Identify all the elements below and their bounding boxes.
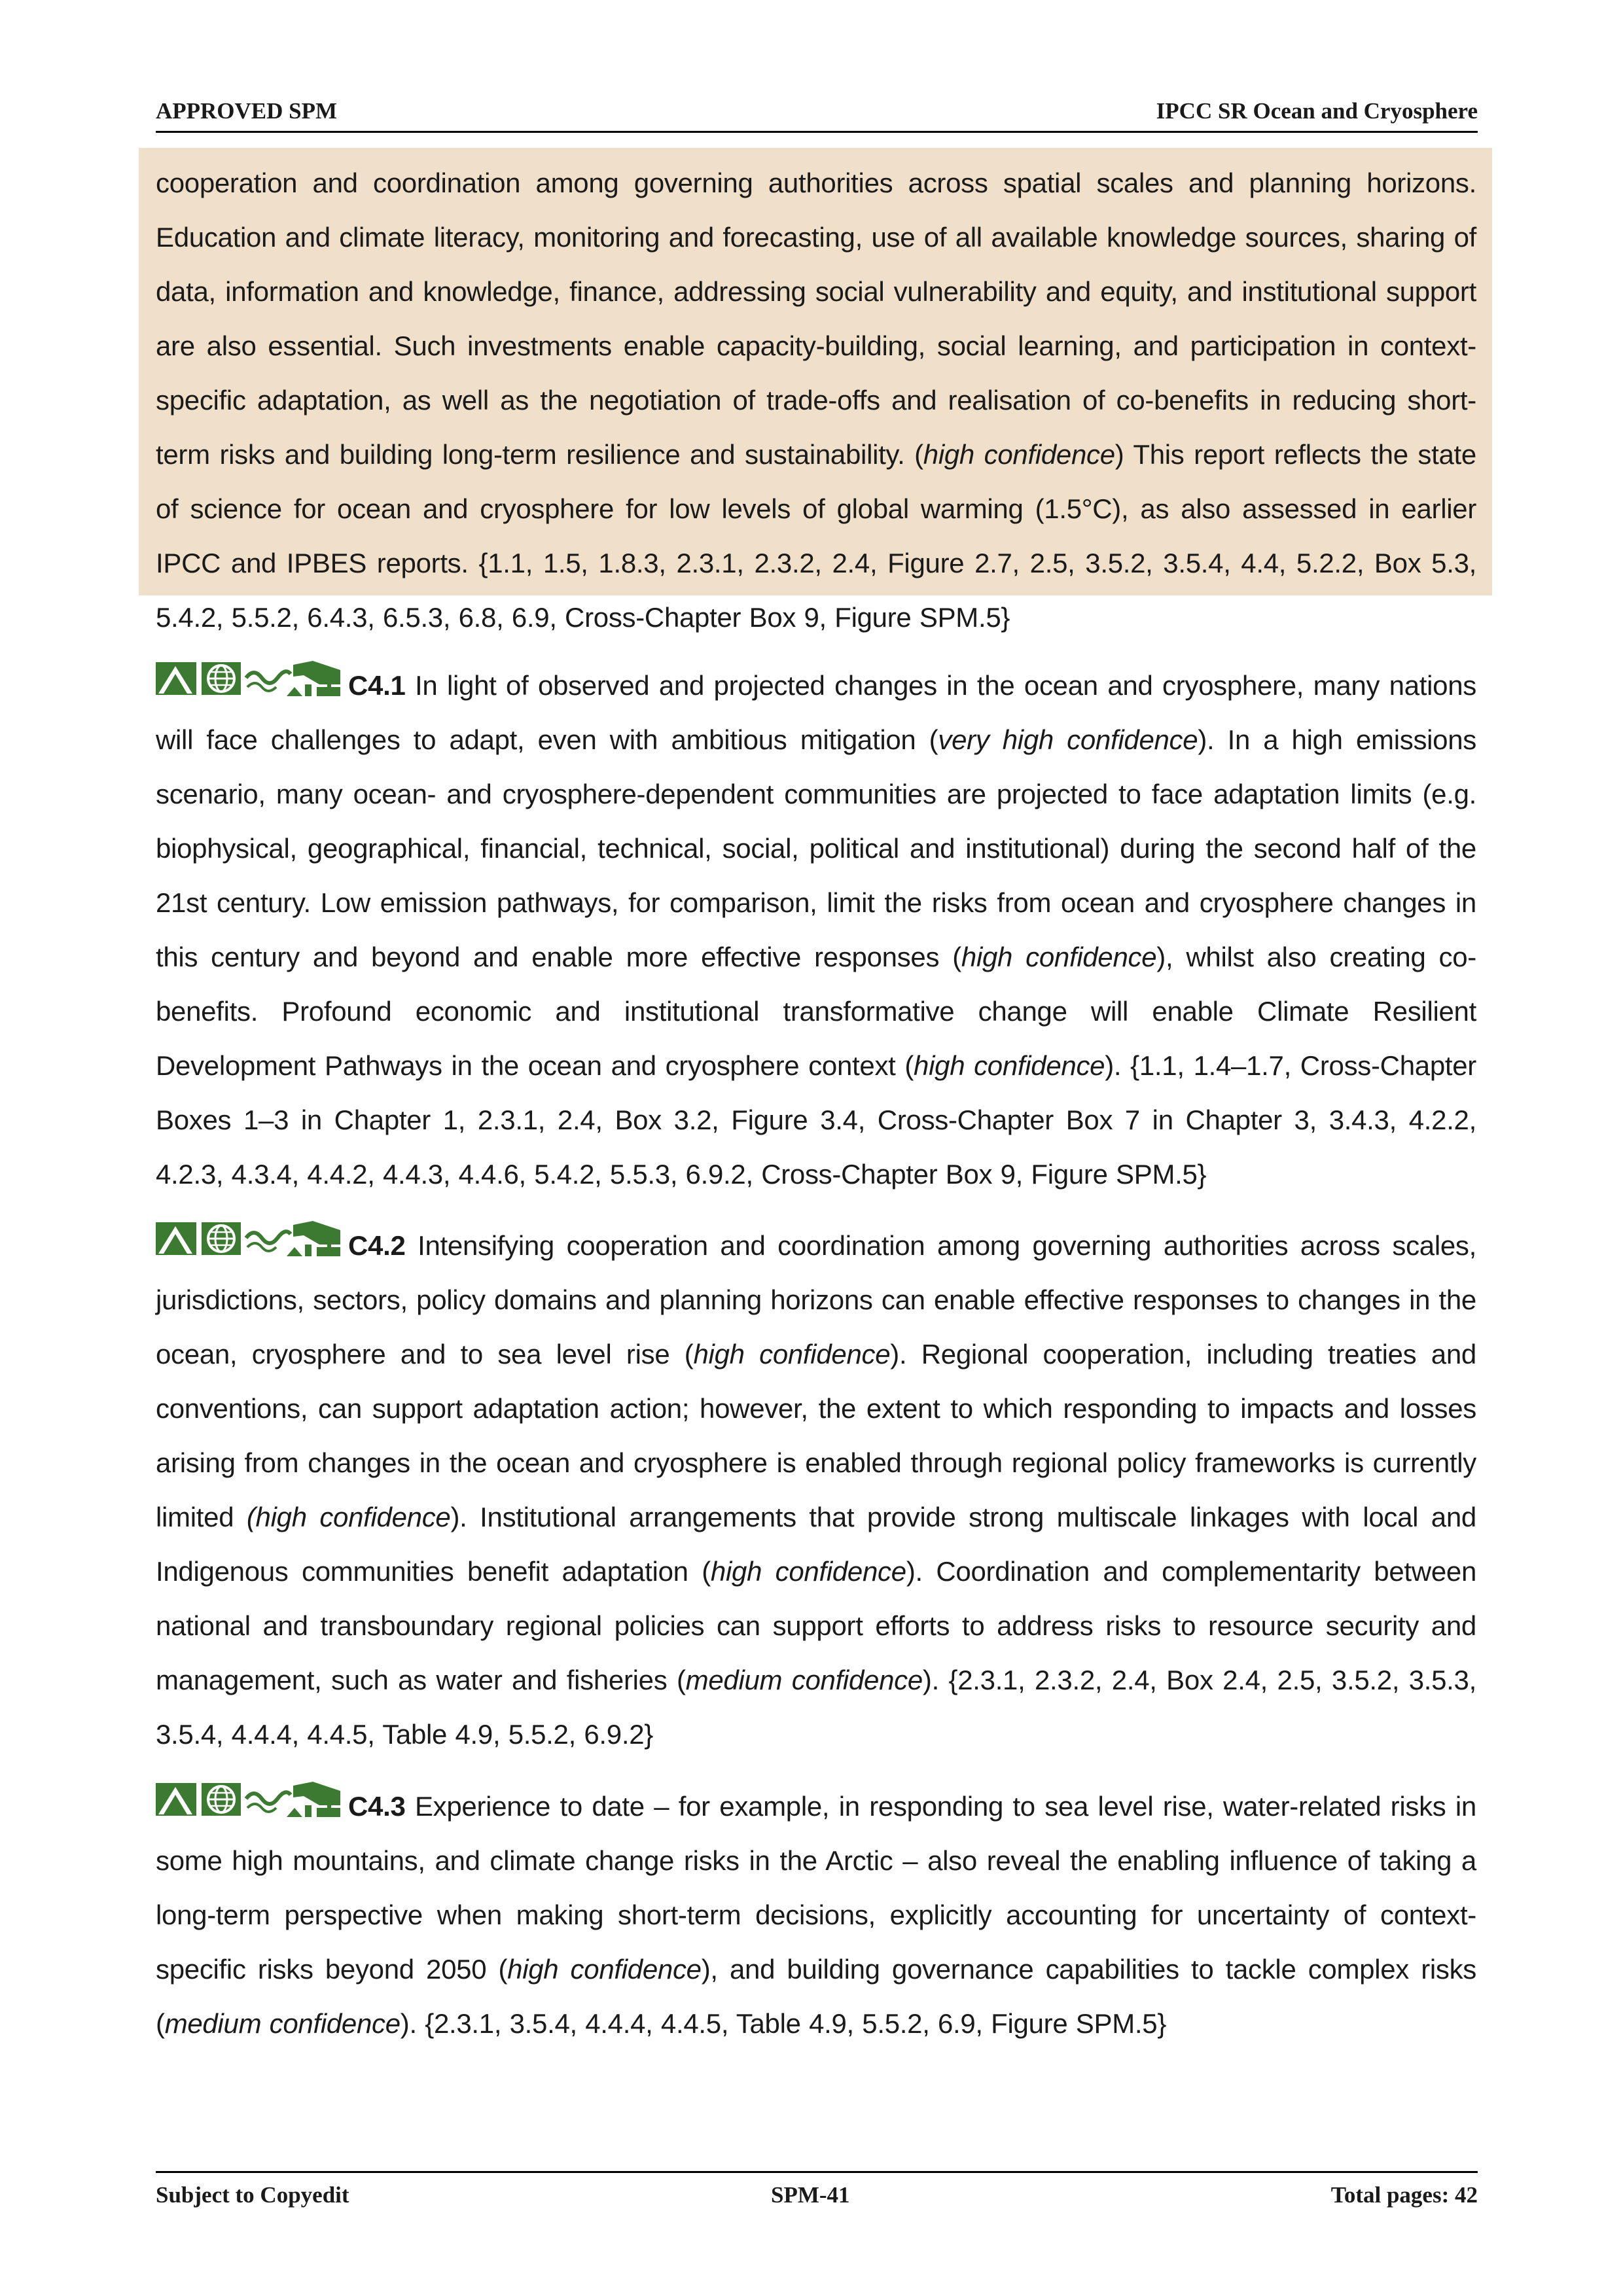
- section-code: C4.2: [348, 1230, 406, 1261]
- footer-copyedit-note: Subject to Copyedit: [156, 2182, 349, 2208]
- confidence-level: high confidence: [710, 1556, 906, 1587]
- text-run: cooperation and coordination among governing authorities across spatial scales and planning horizons. Education and climate literacy, monitoring and forecasting, use of all available knowledge sources, sharing of data, information and knowledge, finance, addressing social vulnerability and equity, and institutional support are also essential. Such investments enable capacity-building, social learning, and participation in context-specific adaptation, as well as the negotiation of trade-offs and realisation of co-benefits in reducing short-term risks and building long-term resilience and sustainability. (: [156, 168, 1476, 470]
- highlighted-continuation-box: [139, 148, 1492, 633]
- text-run: ). In a high emissions scenario, many ocean- and cryosphere-dependent communities are projected to face adaptation limits (e.g. biophysical, geographical, financial, technical, social, political and institutional) during the second half of the 21st century. Low emission pathways, for comparison, limit the risks from ocean and cryosphere changes in this century and beyond and enable more effective responses (: [156, 724, 1476, 972]
- footer-total-pages: Total pages: 42: [1330, 2182, 1478, 2208]
- confidence-level: medium confidence: [164, 2008, 401, 2039]
- confidence-level: high confidence: [507, 1954, 702, 1985]
- section-code: C4.3: [348, 1791, 406, 1822]
- text-run: ). {2.3.1, 3.5.4, 4.4.4, 4.4.5, Table 4.9, 5.5.2, 6.9, Figure SPM.5}: [400, 2008, 1167, 2039]
- continuation-paragraph: [156, 156, 1476, 645]
- confidence-level: high confidence: [961, 942, 1157, 972]
- text-run: ). Institutional arrangements that provide strong multiscale linkages with local and Indigenous communities benefit adaptation (: [156, 1502, 1476, 1587]
- header-document-status: APPROVED SPM: [156, 98, 338, 124]
- confidence-level: (high confidence: [246, 1502, 451, 1532]
- c4-2-paragraph: [156, 1218, 1476, 1761]
- text-run: ). Regional cooperation, including treaties and conventions, can support adaptation action; however, the extent to which responding to impacts and losses arising from changes in the ocean and cryosphere is enabled through regional policy frameworks is currently limited: [156, 1339, 1476, 1532]
- page-header: [156, 97, 1478, 133]
- confidence-level: high confidence: [914, 1050, 1105, 1081]
- text-run: ), whilst also creating co-benefits. Profound economic and institutional transformative change will enable Climate Resilient Development Pathways in the ocean and cryosphere context (: [156, 942, 1476, 1081]
- confidence-level: high confidence: [693, 1339, 891, 1369]
- section-c4-1: [156, 658, 1476, 1201]
- section-code: C4.1: [348, 670, 406, 701]
- c4-3-paragraph: [156, 1779, 1476, 2051]
- footer-page-number: SPM-41: [771, 2182, 850, 2208]
- text-run: In light of observed and projected changes in the ocean and cryosphere, many nations will face challenges to adapt, even with ambitious mitigation (: [156, 670, 1476, 755]
- text-run: ). {2.3.1, 2.3.2, 2.4, Box 2.4, 2.5, 3.5.2, 3.5.3, 3.5.4, 4.4.4, 4.4.5, Table 4.9, 5.5.2, 6.9.2}: [156, 1665, 1476, 1750]
- topic-icons: [156, 1218, 346, 1259]
- text-run: Intensifying cooperation and coordination among governing authorities across scales, jurisdictions, sectors, policy domains and planning horizons can enable effective responses to changes in the ocean, cryosphere and to sea level rise (: [156, 1230, 1476, 1369]
- header-report-title: IPCC SR Ocean and Cryosphere: [1156, 98, 1478, 124]
- confidence-level: very high confidence: [938, 724, 1198, 755]
- text-run: Experience to date – for example, in responding to sea level rise, water-related risks in some high mountains, and climate change risks in the Arctic – also reveal the enabling influence of taking a long-term perspective when making short-term decisions, explicitly accounting for uncertainty of context-specific risks beyond 2050 (: [156, 1791, 1476, 1985]
- section-c4-3: [156, 1779, 1476, 2051]
- page-footer: [156, 2171, 1478, 2212]
- topic-icons: [156, 1779, 346, 1820]
- text-run: ), and building governance capabilities to tackle complex risks (: [156, 1954, 1477, 2039]
- confidence-level: medium confidence: [685, 1665, 923, 1695]
- text-run: ). {1.1, 1.4–1.7, Cross-Chapter Boxes 1–3 in Chapter 1, 2.3.1, 2.4, Box 3.2, Figure 3.4, Cross-Chapter Box 7 in Chapter 3, 3.4.3, 4.2.2, 4.2.3, 4.3.4, 4.4.2, 4.4.3, 4.4.6, 5.4.2, 5.5.3, 6.9.2, Cross-Chapter Box 9, Figure SPM.5}: [156, 1050, 1476, 1190]
- confidence-level: high confidence: [923, 439, 1115, 470]
- c4-1-paragraph: [156, 658, 1476, 1201]
- text-run: ). Coordination and complementarity between national and transboundary regional policies can support efforts to address risks to resource security and management, such as water and fisheries (: [156, 1556, 1476, 1695]
- text-run: ) This report reflects the state of science for ocean and cryosphere for low levels of global warming (1.5°C), as also assessed in earlier IPCC and IPBES reports. {1.1, 1.5, 1.8.3, 2.3.1, 2.3.2, 2.4, Figure 2.7, 2.5, 3.5.2, 3.5.4, 4.4, 5.2.2, Box 5.3, 5.4.2, 5.5.2, 6.4.3, 6.5.3, 6.8, 6.9, Cross-Chapter Box 9, Figure SPM.5}: [156, 439, 1476, 633]
- topic-icons: [156, 658, 346, 699]
- section-c4-2: [156, 1218, 1476, 1761]
